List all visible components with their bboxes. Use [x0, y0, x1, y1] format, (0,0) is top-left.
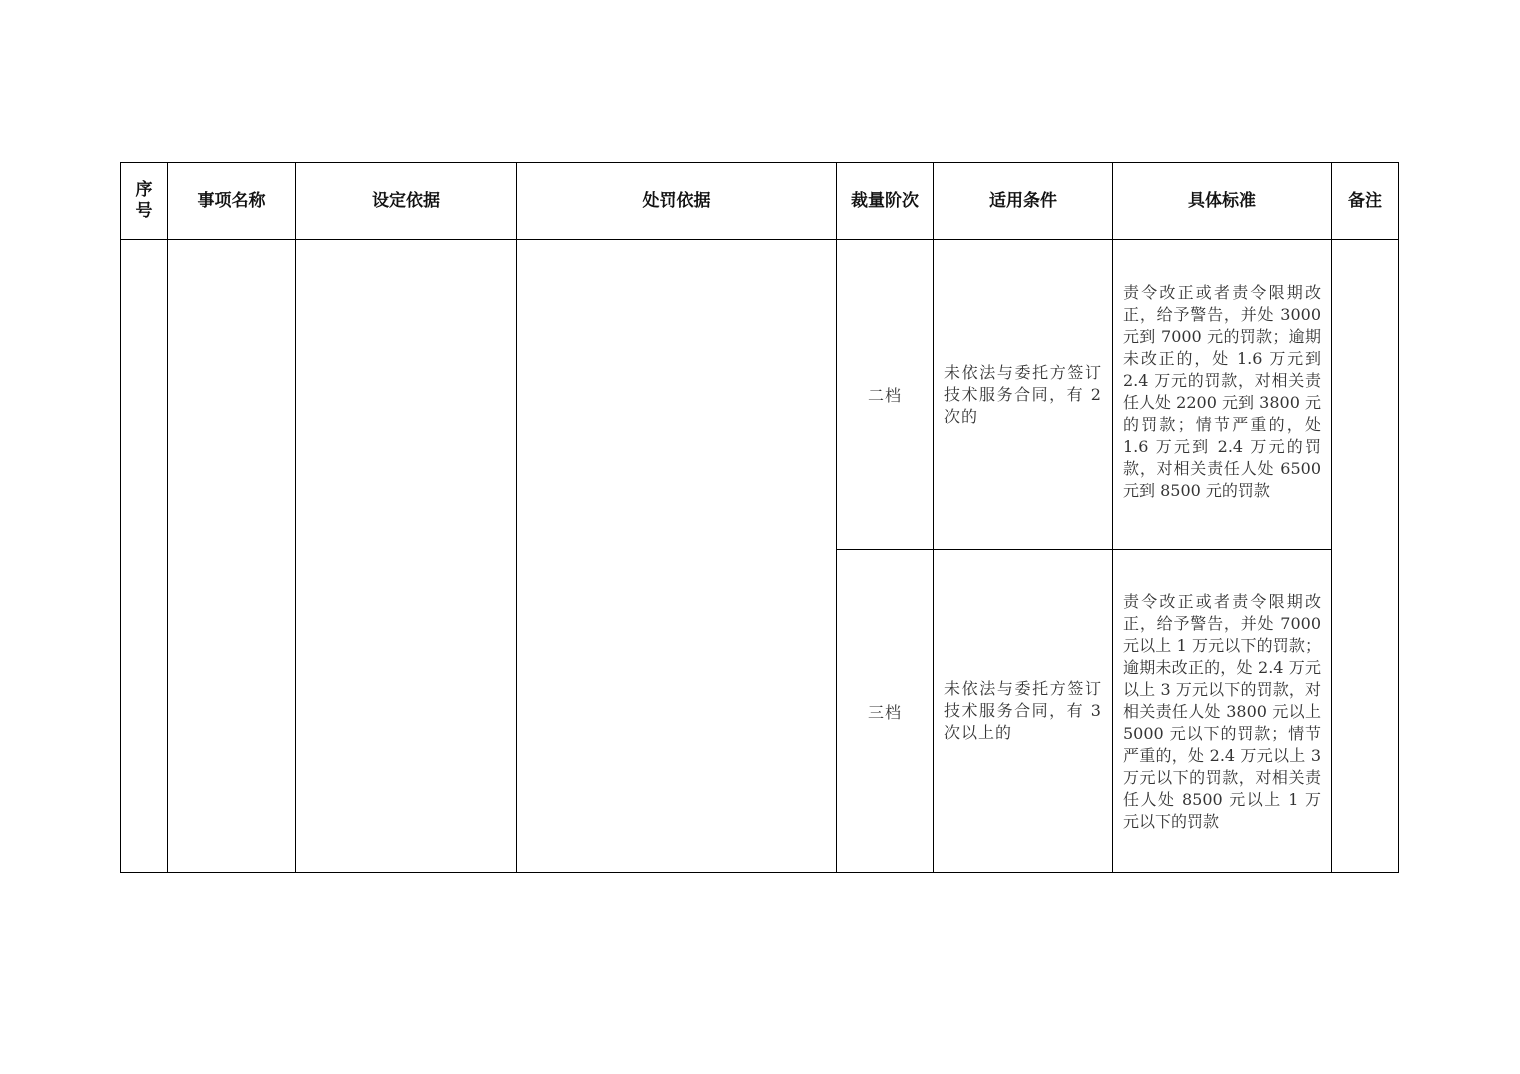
- level-cell: 三档: [867, 702, 902, 722]
- standard-text: 责令改正或者责令限期改正，给予警告，并处 3000 元到 7000 元的罚款；逾期未改正的，处 1.6 万元到 2.4 万元的罚款，对相关责任人处 2200 元到 3800 元的罚款；情节严重的，处 1.6 万元到 2.4 万元的罚款，对相关责任人处 6500 元到 8500 元的罚款: [1123, 283, 1321, 500]
- column-divider: [516, 162, 517, 873]
- header-seq-label: 序号: [135, 180, 153, 221]
- table-bottom-border: [120, 872, 1399, 873]
- standard-cell: [1123, 266, 1321, 518]
- header-condition: 适用条件: [989, 190, 1057, 211]
- header-item-name: 事项名称: [197, 190, 266, 211]
- condition-text: 未依法与委托方签订技术服务合同，有 3 次以上的: [944, 679, 1102, 742]
- column-divider: [167, 162, 168, 873]
- header-seq: [120, 163, 168, 239]
- column-divider: [1112, 162, 1113, 873]
- level-cell: 二档: [867, 386, 902, 405]
- column-divider: [933, 162, 934, 873]
- condition-cell: [944, 240, 1102, 549]
- header-basis-penalty: 处罚依据: [642, 190, 711, 211]
- condition-text: 未依法与委托方签订技术服务合同，有 2 次的: [944, 362, 1102, 426]
- header-basis-set: 设定依据: [372, 190, 440, 211]
- table-left-border: [120, 162, 121, 873]
- standard-cell: [1123, 572, 1321, 852]
- column-divider: [1331, 162, 1332, 873]
- header-standard: 具体标准: [1188, 190, 1256, 211]
- column-divider: [295, 162, 296, 873]
- standard-text: 责令改正或者责令限期改正，给予警告，并处 7000 元以上 1 万元以下的罚款；逾期未改正的，处 2.4 万元以上 3 万元以下的罚款，对相关责任人处 3800 元以上 5000 元以下的罚款；情节严重的，处 2.4 万元以上 3 万元以下的罚款，对相关责任人处 8500 元以上 1 万元以下的罚款: [1123, 592, 1321, 831]
- table-right-border: [1398, 162, 1399, 873]
- condition-cell: [944, 550, 1102, 872]
- header-level: 裁量阶次: [851, 190, 919, 211]
- header-bottom-border: [120, 239, 1399, 240]
- header-note: 备注: [1348, 190, 1382, 211]
